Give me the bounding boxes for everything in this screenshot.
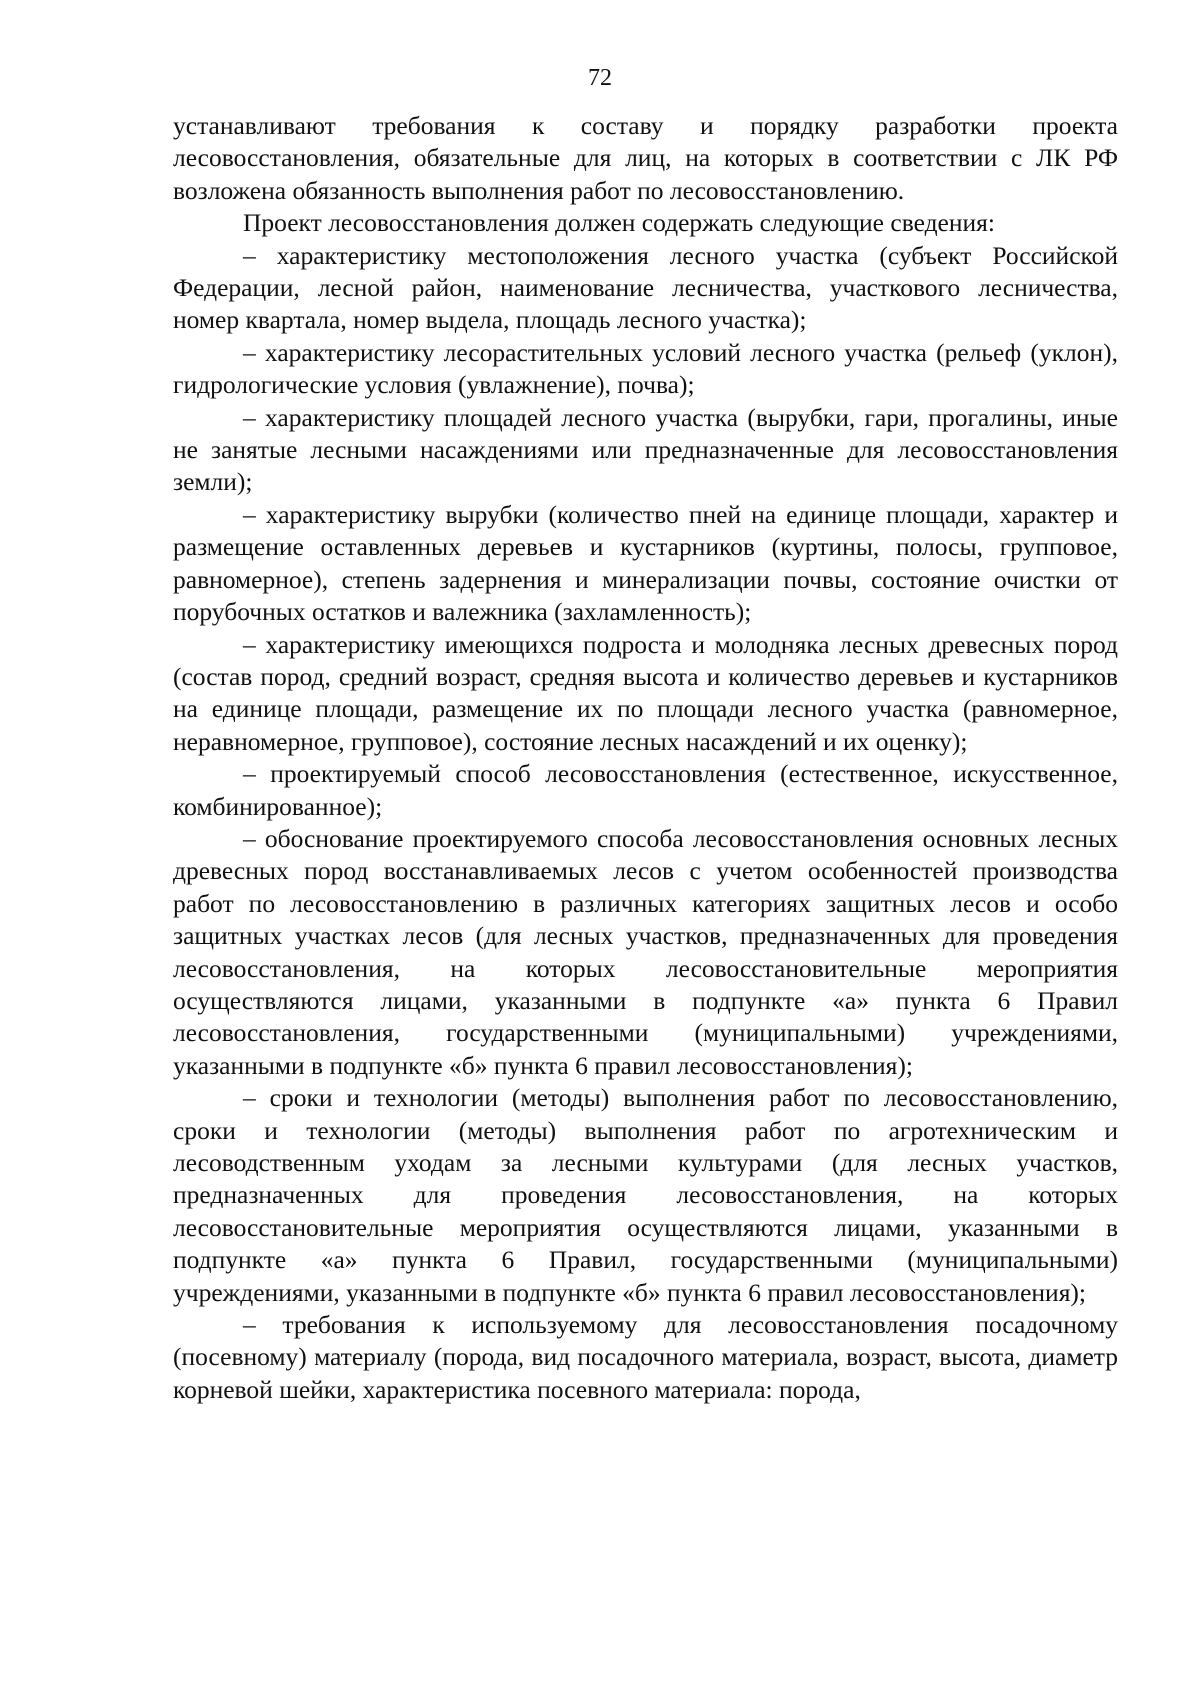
list-item: – обоснование проектируемого способа лесовосстановления основных лесных древесных пород восстанавливаемых лесов с учетом особенностей производства работ по лесовосстановлению в различных категориях защитных лесов и особо защитных участках лесов (для лесных участков, предназначенных для проведения лесовосстановления, на которых лесовосстановительные мероприятия осуществляются лицами, указанными в подпункте «а» пункта 6 Правил лесовосстановления, государственными (муниципальными) учреждениями, указанными в подпункте «б» пункта 6 правил лесовосстановления); [173,823,1118,1080]
paragraph: устанавливают требования к составу и порядку разработки проекта лесовосстановления, обязательные для лиц, на которых в соответствии с ЛК РФ возложена обязанность выполнения работ по лесовосстановлению. [173,111,1118,205]
list-item: – требования к используемому для лесовосстановления посадочному (посевному) материалу (порода, вид посадочного материала, возраст, высота, диаметр корневой шейки, характеристика посевного материала: порода, [173,1310,1118,1404]
list-item: – сроки и технологии (методы) выполнения работ по лесовосстановлению, сроки и технологии (методы) выполнения работ по агротехническим и лесоводственным уходам за лесными культурами (для лесных участков, предназначенных для проведения лесовосстановления, на которых лесовосстановительные мероприятия осуществляются лицами, указанными в подпункте «а» пункта 6 Правил, государственными (муниципальными) учреждениями, указанными в подпункте «б» пункта 6 правил лесовосстановления); [173,1083,1118,1307]
list-item: – характеристику площадей лесного участка (вырубки, гари, прогалины, иные не занятые лесными насаждениями или предназначенные для лесовосстановления земли); [173,402,1118,497]
list-item: – характеристику вырубки (количество пней на единице площади, характер и размещение оставленных деревьев и кустарников (куртины, полосы, групповое, равномерное), степень задернения и минерализации почвы, состояние очистки от порубочных остатков и валежника (захламленность); [173,499,1118,627]
list-item: – характеристику местоположения лесного участка (субъект Российской Федерации, лесной район, наименование лесничества, участкового лесничества, номер квартала, номер выдела, площадь лесного участка); [173,240,1118,335]
paragraph: Проект лесовосстановления должен содержать следующие сведения: [243,208,995,238]
list-item: – характеристику имеющихся подроста и молодняка лесных древесных пород (состав пород, средний возраст, средняя высота и количество деревьев и кустарников на единице площади, размещение их по площади лесного участка (равномерное, неравномерное, групповое), состояние лесных насаждений и их оценку); [173,629,1118,756]
list-item: – проектируемый способ лесовосстановления (естественное, искусственное, комбинированное); [173,759,1118,821]
body-text [173,110,1118,1406]
list-item: – характеристику лесорастительных условий лесного участка (рельеф (уклон), гидрологические условия (увлажнение), почва); [173,337,1118,400]
page-number: 72 [588,65,612,91]
